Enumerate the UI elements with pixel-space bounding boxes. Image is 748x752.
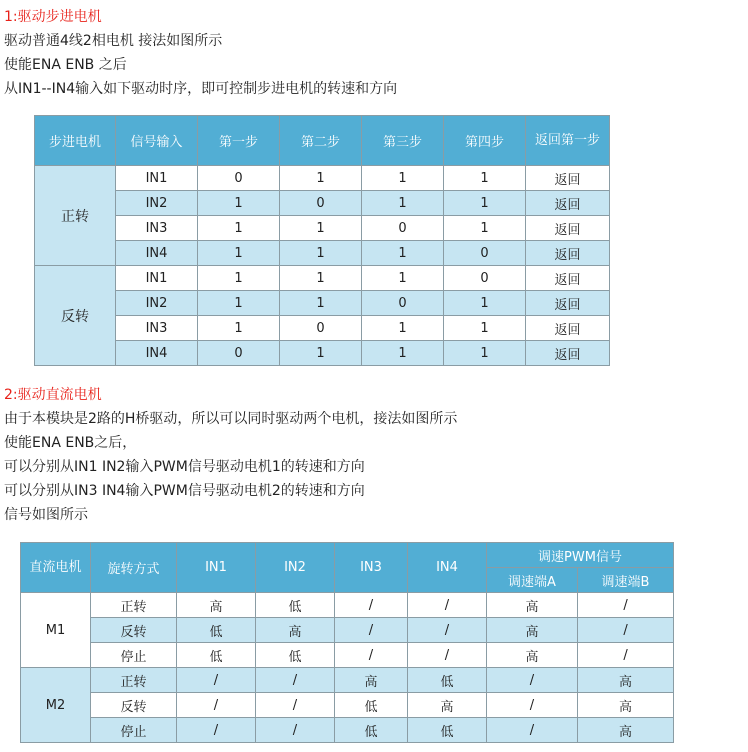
header-signal-input: 信号输入	[116, 116, 198, 166]
step-cell: 1	[362, 341, 444, 366]
step-cell: 0	[362, 216, 444, 241]
value-cell: 高	[335, 668, 408, 693]
value-cell: 高	[256, 618, 335, 643]
return-cell: 返回	[526, 341, 610, 366]
header-in3: IN3	[335, 543, 408, 593]
step-cell: 1	[280, 216, 362, 241]
signal-cell: IN2	[116, 291, 198, 316]
mode-cell: 正转	[91, 668, 177, 693]
return-cell: 返回	[526, 241, 610, 266]
group-label-m2: M2	[21, 668, 91, 743]
value-cell: /	[487, 693, 578, 718]
value-cell: /	[487, 718, 578, 743]
mode-cell: 停止	[91, 718, 177, 743]
step-cell: 1	[280, 241, 362, 266]
header-dc-motor: 直流电机	[21, 543, 91, 593]
step-cell: 1	[280, 166, 362, 191]
signal-cell: IN3	[116, 216, 198, 241]
value-cell: 低	[335, 693, 408, 718]
value-cell: 高	[578, 718, 674, 743]
value-cell: /	[256, 668, 335, 693]
value-cell: /	[335, 618, 408, 643]
value-cell: /	[335, 593, 408, 618]
step-cell: 1	[444, 341, 526, 366]
return-cell: 返回	[526, 166, 610, 191]
return-cell: 返回	[526, 291, 610, 316]
group-label-reverse: 反转	[35, 266, 116, 366]
step-cell: 1	[198, 191, 280, 216]
step-cell: 1	[362, 316, 444, 341]
step-cell: 1	[362, 166, 444, 191]
step-cell: 0	[280, 316, 362, 341]
mode-cell: 正转	[91, 593, 177, 618]
section2-line-4: 可以分别从IN3 IN4输入PWM信号驱动电机2的转速和方向	[4, 483, 365, 499]
section2-line-2: 使能ENA ENB之后，	[4, 435, 137, 451]
step-cell: 1	[198, 266, 280, 291]
step-cell: 1	[444, 316, 526, 341]
step-cell: 1	[444, 191, 526, 216]
signal-cell: IN3	[116, 316, 198, 341]
header-step2: 第二步	[280, 116, 362, 166]
header-step3: 第三步	[362, 116, 444, 166]
value-cell: /	[256, 718, 335, 743]
section2-line-1: 由于本模块是2路的H桥驱动，所以可以同时驱动两个电机，接法如图所示	[4, 411, 458, 427]
group-label-forward: 正转	[35, 166, 116, 266]
signal-cell: IN4	[116, 241, 198, 266]
section1-line-3: 从IN1--IN4输入如下驱动时序，即可控制步进电机的转速和方向	[4, 81, 398, 97]
header-rotation-mode: 旋转方式	[91, 543, 177, 593]
header-in2: IN2	[256, 543, 335, 593]
value-cell: 低	[177, 618, 256, 643]
return-cell: 返回	[526, 191, 610, 216]
value-cell: 低	[256, 643, 335, 668]
signal-cell: IN2	[116, 191, 198, 216]
mode-cell: 反转	[91, 693, 177, 718]
value-cell: 低	[408, 718, 487, 743]
value-cell: /	[408, 618, 487, 643]
section2-line-3: 可以分别从IN1 IN2输入PWM信号驱动电机1的转速和方向	[4, 459, 365, 475]
step-cell: 0	[444, 241, 526, 266]
value-cell: 高	[487, 643, 578, 668]
return-cell: 返回	[526, 316, 610, 341]
step-cell: 0	[444, 266, 526, 291]
step-cell: 1	[198, 316, 280, 341]
step-cell: 0	[362, 291, 444, 316]
step-cell: 1	[280, 341, 362, 366]
section2-heading: 2:驱动直流电机	[4, 387, 102, 403]
section2-line-5: 信号如图所示	[4, 507, 88, 523]
step-cell: 1	[362, 191, 444, 216]
signal-cell: IN1	[116, 266, 198, 291]
value-cell: 低	[256, 593, 335, 618]
header-speed-port-a: 调速端A	[487, 568, 578, 593]
value-cell: /	[256, 693, 335, 718]
value-cell: 高	[487, 593, 578, 618]
section1-line-1: 驱动普通4线2相电机 接法如图所示	[4, 33, 223, 49]
return-cell: 返回	[526, 216, 610, 241]
signal-cell: IN1	[116, 166, 198, 191]
group-label-m1: M1	[21, 593, 91, 668]
step-cell: 1	[362, 241, 444, 266]
step-cell: 0	[198, 166, 280, 191]
step-cell: 0	[280, 191, 362, 216]
value-cell: 低	[408, 668, 487, 693]
value-cell: 低	[177, 643, 256, 668]
step-cell: 1	[280, 266, 362, 291]
header-step1: 第一步	[198, 116, 280, 166]
step-cell: 1	[444, 216, 526, 241]
section1-heading: 1:驱动步进电机	[4, 9, 102, 25]
value-cell: 高	[408, 693, 487, 718]
header-speed-port-b: 调速端B	[578, 568, 674, 593]
value-cell: /	[578, 643, 674, 668]
step-cell: 1	[198, 216, 280, 241]
mode-cell: 反转	[91, 618, 177, 643]
step-cell: 1	[198, 291, 280, 316]
value-cell: /	[578, 593, 674, 618]
step-cell: 1	[362, 266, 444, 291]
value-cell: /	[408, 643, 487, 668]
mode-cell: 停止	[91, 643, 177, 668]
return-cell: 返回	[526, 266, 610, 291]
header-stepper-motor: 步进电机	[35, 116, 116, 166]
value-cell: /	[335, 643, 408, 668]
step-cell: 1	[198, 241, 280, 266]
value-cell: 高	[578, 693, 674, 718]
stepper-table	[34, 115, 610, 366]
value-cell: /	[487, 668, 578, 693]
value-cell: /	[177, 693, 256, 718]
step-cell: 1	[444, 166, 526, 191]
signal-cell: IN4	[116, 341, 198, 366]
step-cell: 1	[444, 291, 526, 316]
value-cell: 高	[487, 618, 578, 643]
step-cell: 1	[280, 291, 362, 316]
value-cell: 高	[578, 668, 674, 693]
dc-motor-table	[20, 542, 674, 743]
value-cell: 低	[335, 718, 408, 743]
header-in1: IN1	[177, 543, 256, 593]
value-cell: 高	[177, 593, 256, 618]
step-cell: 0	[198, 341, 280, 366]
section1-line-2: 使能ENA ENB 之后	[4, 57, 127, 73]
header-in4: IN4	[408, 543, 487, 593]
value-cell: /	[177, 718, 256, 743]
value-cell: /	[408, 593, 487, 618]
value-cell: /	[177, 668, 256, 693]
value-cell: /	[578, 618, 674, 643]
header-pwm-signal: 调速PWM信号	[487, 543, 674, 568]
header-step4: 第四步	[444, 116, 526, 166]
header-return: 返回第一步	[526, 116, 610, 166]
